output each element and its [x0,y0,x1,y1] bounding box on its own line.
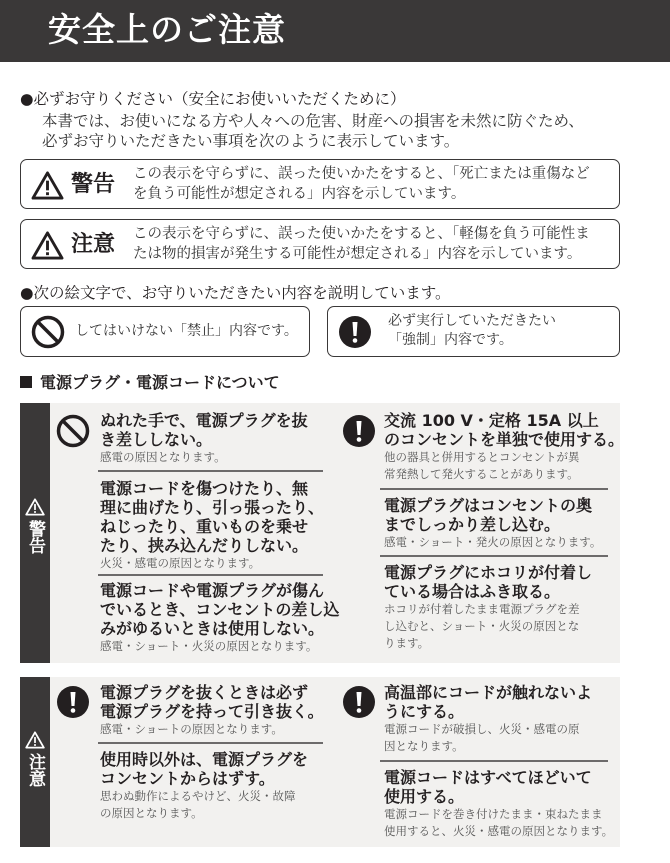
item-title-line: 交流 100 V・定格 15A 以上 [384,411,599,430]
item-note-line: 感電・ショートの原因となります。 [100,722,283,736]
item-title-line: 電源コードはすべてほどいて [384,768,592,787]
item-title-line: 高温部にコードが触れないよ [384,683,593,702]
page-title: 安全上のご注意 [48,10,286,49]
exclamation-icon [338,315,372,349]
item-note-line: 電源コードを巻き付けたまま・束ねたまま [384,807,603,821]
warning-definition-box [20,159,620,209]
mandatory-text [388,312,556,350]
item-note-line: ホコリが付着したまま電源プラグを差 [384,602,580,616]
item-title-line: ぬれた手で、電源プラグを抜 [100,411,308,430]
divider [380,760,608,762]
item-title-line: みがゆるいときは使用しない。 [100,619,325,638]
item-title-line: コンセントからはずす。 [100,769,275,788]
mandatory-box [327,306,620,357]
mandatory-line: 必ず実行していただきたい [388,313,556,329]
item-title-line: 電源プラグを抜くときは必ず [100,683,309,702]
item-note-line: 感電・ショート・発火の原因となります。 [384,535,602,549]
caution-side-text [20,753,50,787]
exclamation-icon [56,685,90,719]
warning-item [384,411,624,483]
exclamation-icon [342,685,376,719]
prohibition-icon [56,414,90,448]
caution-definition-text [133,224,590,264]
caution-item [100,683,324,738]
item-note-line: 他の器具と併用するとコンセントが異 [384,450,580,464]
divider [98,470,323,472]
caution-item [384,768,613,840]
intro-body [42,111,662,151]
item-title-line: 理に曲げたり、引っ張ったり、 [100,498,325,517]
pictogram-lead: ●次の絵文字で、お守りいただきたい内容を説明しています。 [20,284,451,302]
definition-line: たは物的損害が発生する可能性が想定される」内容を示しています。 [133,246,582,262]
prohibited-text: してはいけない「禁止」内容です。 [75,323,298,339]
item-title-line: き差ししない。 [100,430,213,449]
caution-definition-box [20,219,620,269]
item-title-line: までしっかり差し込む。 [384,515,561,534]
item-title-line: ている場合はふき取る。 [384,582,561,601]
item-title-line: うにする。 [384,702,465,721]
intro-lead: ●必ずお守りください（安全にお使いいただくために） [20,90,406,108]
divider [98,574,323,576]
item-title-line: でいるとき、コンセントの差し込 [100,600,340,619]
intro-body-line: 必ずお守りいただきたい事項を次のように表示しています。 [42,132,460,150]
item-note-line: 常発熱して発火することがあります。 [384,467,579,481]
exclamation-icon [342,414,376,448]
prohibition-icon [31,315,65,349]
item-title-line: 電源コードや電源プラグが傷ん [100,581,325,600]
item-note-line: の原因となります。 [100,806,203,820]
item-note-line: 思わぬ動作によるやけど、火災・故障 [100,789,296,803]
item-title-line: 電源プラグを持って引き抜く。 [100,702,324,721]
caution-item [100,750,308,822]
divider [380,488,608,490]
caution-word: 注意 [71,232,116,257]
caution-panel [20,677,620,847]
warning-panel [20,403,625,663]
divider [380,555,608,557]
warning-word: 警告 [71,172,116,197]
caution-side-label [20,677,50,847]
warning-side-label [20,403,50,663]
definition-line: この表示を守らずに、誤った使いかたをすると、「軽傷を負う可能性ま [133,226,590,242]
warning-item [100,411,308,466]
caution-triangle-icon [31,231,64,260]
caution-triangle-icon [25,731,45,749]
item-title-line: 電源プラグにホコリが付着し [384,563,593,582]
definition-line: を負う可能性が想定される」内容を示しています。 [133,186,466,202]
warning-triangle-icon [25,498,45,516]
warning-side-char: 警告 [25,520,45,554]
item-title-line: 電源コードを傷つけたり、無 [100,479,309,498]
warning-item [384,563,592,652]
item-note-line: 感電・ショート・火災の原因となります。 [100,639,318,653]
divider [98,742,323,744]
caution-item [384,683,592,755]
prohibited-box [20,306,310,357]
item-note-line: 電源コードが破損し、火災・感電の原 [384,722,580,736]
warning-definition-text [133,164,590,204]
mandatory-line: 「強制」内容です。 [388,332,513,348]
page-header [0,0,670,62]
item-title-line: たり、挟み込んだりしない。 [100,536,309,555]
warning-item [384,496,601,551]
item-note-line: 使用すると、火災・感電の原因となります。 [384,824,614,838]
section-title [20,373,280,393]
item-title-line: ねじったり、重いものを乗せ [100,517,309,536]
item-title-line: 使用する。 [384,787,465,806]
warning-item [100,479,324,572]
definition-line: この表示を守らずに、誤った使いかたをすると、「死亡または重傷など [133,166,590,182]
item-note-line: 感電の原因となります。 [100,450,226,464]
warning-item [100,581,339,655]
item-note-line: 火災・感電の原因となります。 [100,556,261,570]
caution-side-char: 注意 [25,753,45,787]
intro-body-line: 本書では、お使いになる方や人々への危害、財産への損害を未然に防ぐため、 [42,112,584,130]
item-title-line: 使用時以外は、電源プラグを [100,750,309,769]
item-note-line: 因となります。 [384,739,464,753]
item-title-line: のコンセントを単独で使用する。 [384,430,625,449]
item-note-line: ります。 [384,636,430,650]
warning-side-text [20,520,50,554]
warning-triangle-icon [31,171,64,200]
square-bullet-icon [20,376,32,388]
section-title-text: 電源プラグ・電源コードについて [40,373,280,392]
item-note-line: し込むと、ショート・火災の原因とな [384,619,580,633]
item-title-line: 電源プラグはコンセントの奥 [384,496,593,515]
